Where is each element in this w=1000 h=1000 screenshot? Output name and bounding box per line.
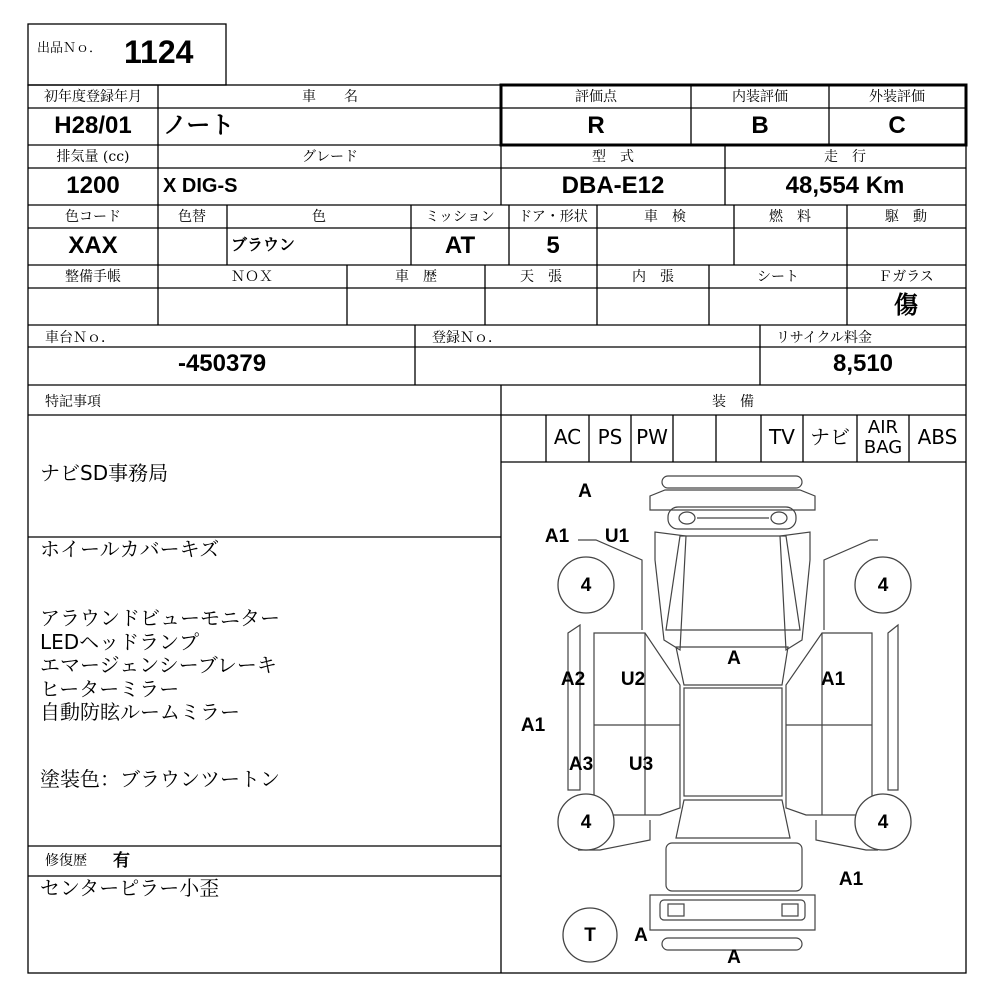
note-navi-sd: ナビSD事務局 xyxy=(40,461,169,485)
f-glass-label: Ｆガラス xyxy=(878,269,934,285)
note-features xyxy=(40,607,280,725)
mark-right-rear: A1 xyxy=(838,869,864,890)
model-value: DBA-E12 xyxy=(561,172,665,199)
equipment-item-3: PW xyxy=(636,425,668,449)
inspection-label: 車 検 xyxy=(644,209,686,225)
mark-tire-front-left: 4 xyxy=(580,575,592,596)
front-bumper xyxy=(662,476,802,488)
equipment-item-1: AC xyxy=(553,425,582,449)
mark-right-front-door: A1 xyxy=(820,669,846,690)
note-feature-5: 自動防眩ルームミラー xyxy=(40,700,240,724)
mileage-value: 48,554 Km xyxy=(785,172,905,199)
color-code-value: XAX xyxy=(68,232,118,259)
transmission-value: AT xyxy=(444,232,476,259)
listing-no-value: 1124 xyxy=(124,34,194,70)
grade-label: グレード xyxy=(302,149,358,165)
note-feature-4: ヒーターミラー xyxy=(40,676,180,701)
equipment-item-2: PS xyxy=(597,425,623,449)
mark-left-side: A1 xyxy=(520,715,546,736)
first-reg-value: H28/01 xyxy=(54,112,132,139)
mark-front: A xyxy=(578,481,592,502)
exterior-value: C xyxy=(888,112,906,139)
listing-no-label: 出品Ｎｏ． xyxy=(37,41,103,56)
first-reg-label: 初年度登録年月 xyxy=(44,89,142,105)
f-glass-value: 傷 xyxy=(894,292,918,319)
mark-left-rear-door-u: U3 xyxy=(628,754,654,775)
inner-label: 内 張 xyxy=(632,269,674,285)
door-shape-value: 5 xyxy=(546,232,560,259)
mark-front-left-fender-a: A1 xyxy=(544,526,570,547)
equipment-item-7: ナビ xyxy=(810,425,850,449)
interior-value: B xyxy=(751,112,769,139)
recycle-value: 8,510 xyxy=(832,350,894,377)
car-name-value: ノート xyxy=(163,112,235,139)
trunk xyxy=(666,843,802,891)
mark-left-front-door-a: A2 xyxy=(560,669,586,690)
score-value: R xyxy=(587,112,605,139)
special-label: 特記事項 xyxy=(45,394,101,410)
roof xyxy=(684,688,782,796)
mark-tire-rear-left: 4 xyxy=(580,812,592,833)
grade-value: X DIG-S xyxy=(163,175,238,197)
interior-label: 内装評価 xyxy=(732,89,788,105)
seat-label: シート xyxy=(757,269,799,285)
history-label: 車 歴 xyxy=(395,269,437,285)
note-feature-1: アラウンドビューモニター xyxy=(40,606,280,630)
exterior-label: 外装評価 xyxy=(869,89,925,105)
transmission-label: ミッション xyxy=(425,209,495,225)
mark-spare-tire: T xyxy=(584,925,596,946)
right-doors xyxy=(786,633,872,815)
hood xyxy=(666,536,800,630)
fuel-label: 燃 料 xyxy=(769,209,811,225)
sunroof-label: 天 張 xyxy=(520,269,562,285)
equipment-item-9: ABS xyxy=(917,425,958,449)
mark-left-front-door-u: U2 xyxy=(620,669,646,690)
equipment-item-6: TV xyxy=(769,425,795,449)
rear-window xyxy=(676,800,790,838)
equipment-item-8: AIR BAG xyxy=(863,417,903,458)
note-wheel-cover: ホイールカバーキズ xyxy=(40,537,220,561)
mileage-label: 走 行 xyxy=(824,149,866,165)
mark-front-left-fender-u: U1 xyxy=(604,526,630,547)
mark-rear: A xyxy=(727,947,741,968)
mark-roof: A xyxy=(727,648,741,669)
chassis-label: 車台Ｎｏ． xyxy=(45,330,115,346)
model-label: 型 式 xyxy=(592,149,634,165)
color-code-label: 色コード xyxy=(65,209,121,225)
displacement-label: 排気量 (cc) xyxy=(56,149,130,165)
maint-book-label: 整備手帳 xyxy=(65,269,121,285)
color-value: ブラウン xyxy=(231,237,296,254)
door-shape-label: ドア・形状 xyxy=(518,209,588,225)
left-doors xyxy=(594,633,680,815)
color-label: 色 xyxy=(312,209,326,225)
chassis-value: -450379 xyxy=(177,350,267,377)
registration-label: 登録Ｎｏ． xyxy=(432,330,502,346)
repair-value: 有 xyxy=(113,851,130,870)
score-label: 評価点 xyxy=(575,89,617,105)
mark-left-rear-door-a: A3 xyxy=(568,754,594,775)
drive-label: 駆 動 xyxy=(885,209,927,225)
car-name-label: 車 名 xyxy=(302,89,358,105)
equipment-label: 装 備 xyxy=(712,394,754,410)
color-change-label: 色替 xyxy=(178,209,206,225)
mark-tire-front-right: 4 xyxy=(877,575,889,596)
recycle-label: リサイクル料金 xyxy=(776,330,873,346)
repair-detail: センターピラー小歪 xyxy=(40,876,220,900)
mark-tire-rear-right: 4 xyxy=(877,812,889,833)
note-paint-color: 塗装色：ブラウンツートン xyxy=(40,767,280,791)
repair-label: 修復歴 xyxy=(45,853,87,869)
displacement-value: 1200 xyxy=(66,172,120,199)
note-feature-2: LEDヘッドランプ xyxy=(40,629,200,654)
note-feature-3: エマージェンシーブレーキ xyxy=(40,653,277,677)
nox-label: ＮＯＸ xyxy=(231,269,273,285)
mark-rear-left: A xyxy=(634,925,648,946)
